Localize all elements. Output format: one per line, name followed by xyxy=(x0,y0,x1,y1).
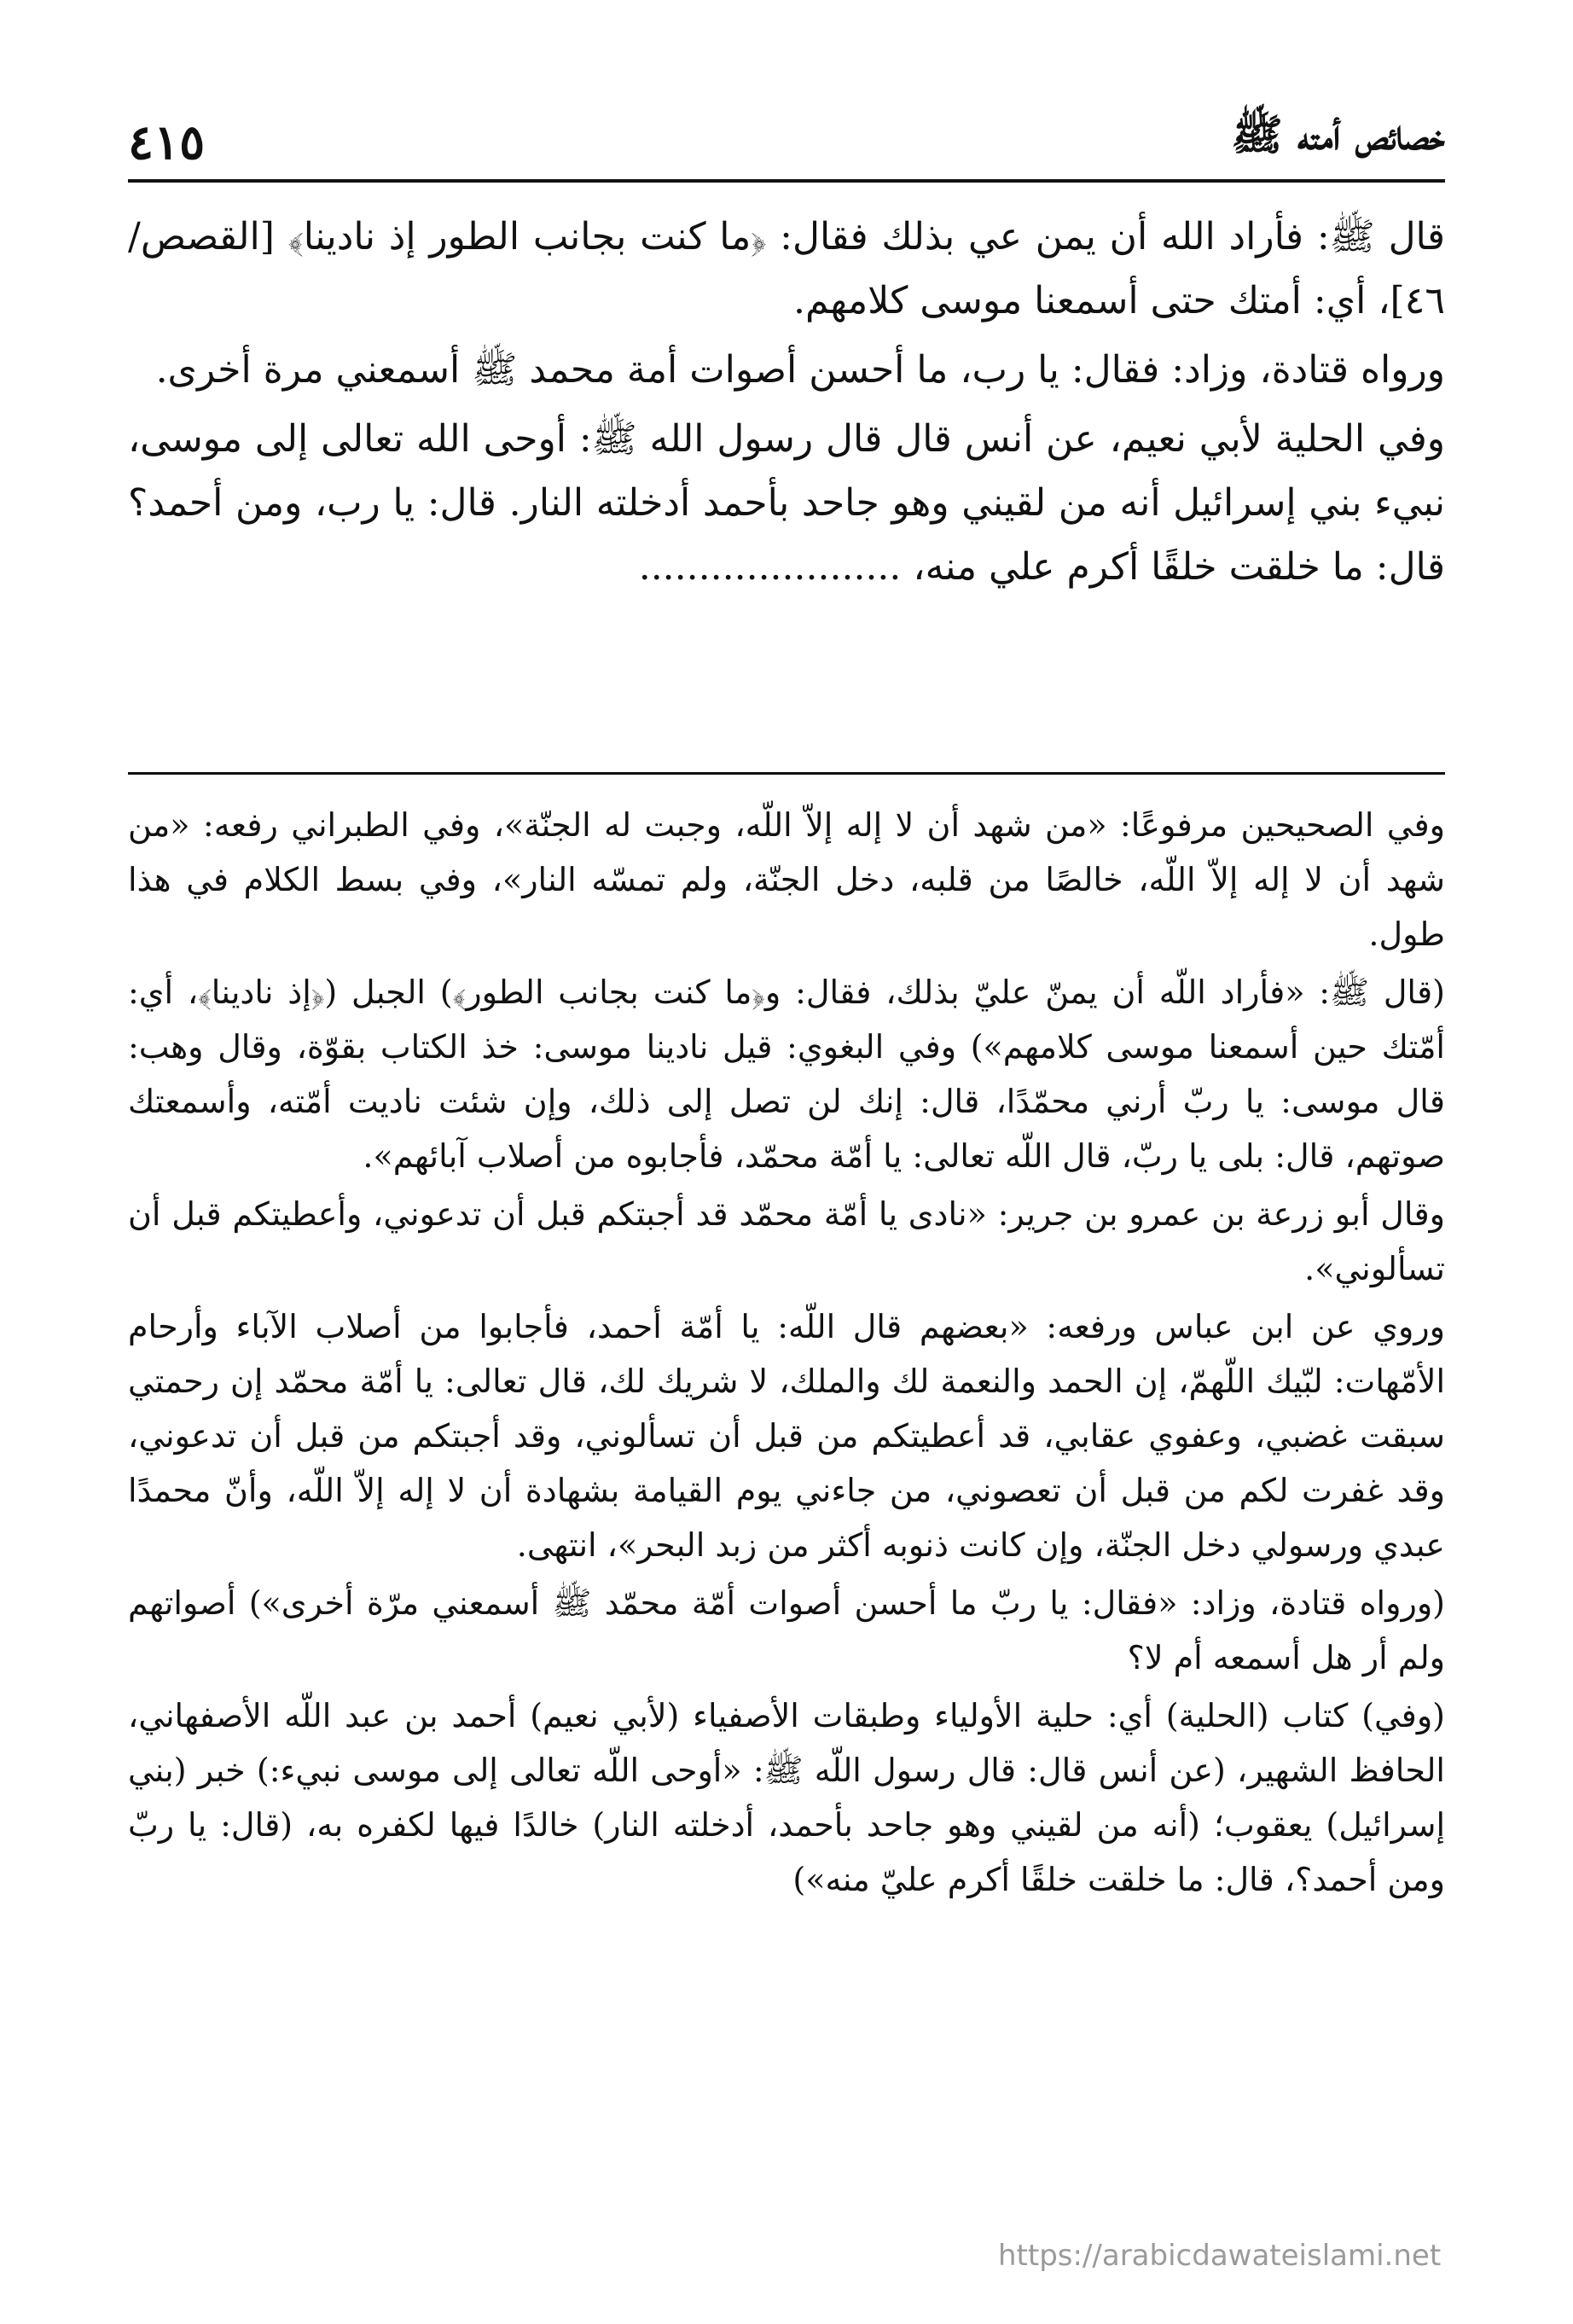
header-rule xyxy=(128,179,1445,183)
sharh-paragraph: وقال أبو زرعة بن عمرو بن جرير: «نادى يا أمّة محمّد قد أجبتكم قبل أن تدعوني، وأعطيتكم قبل أن تسألوني». xyxy=(128,1195,1445,1287)
main-text xyxy=(128,205,1445,604)
matn-paragraph: ورواه قتادة، وزاد: فقال: يا رب، ما أحسن أصوات أمة محمد ﷺ أسمعني مرة أخرى. xyxy=(155,348,1445,392)
running-title: خصائص أمته ﷺ xyxy=(1231,109,1445,160)
page-number: ٤١٥ xyxy=(128,114,206,171)
sharh-paragraph: (وفي) كتاب (الحلية) أي: حلية الأولياء وطبقات الأصفياء (لأبي نعيم) أحمد بن عبد اللّه الأصفهاني، الحافظ الشهير، (عن أنس قال: قال رسول اللّه ﷺ: «أوحى اللّه تعالى إلى موسى نبيء:) خبر (بني إسرائيل) يعقوب؛ (أنه من لقيني وهو جاحد بأحمد، أدخلته النار) خالدًا فيها لكفره به، (قال: يا ربّ ومن أحمد؟، قال: ما خلقت خلقًا أكرم عليّ منه») xyxy=(128,1697,1445,1898)
sharh-paragraph: وروي عن ابن عباس ورفعه: «بعضهم قال اللّه: يا أمّة أحمد، فأجابوا من أصلاب الآباء وأرحام الأمّهات: لبّيك اللّهمّ، إن الحمد والنعمة لك والملك، لا شريك لك، قال تعالى: يا أمّة محمّد إن رحمتي سبقت غضبي، وعفوي عقابي، قد أعطيتكم من قبل أن تسألوني، وقد أجبتكم من قبل أن تدعوني، وقد غفرت لكم من قبل أن تعصوني، من جاءني يوم القيامة بشهادة أن لا إله إلاّ اللّه، وأنّ محمدًا عبدي ورسولي دخل الجنّة، وإن كانت ذنوبه أكثر من زبد البحر»، انتهى. xyxy=(128,1308,1445,1564)
page-header xyxy=(128,94,1445,171)
watermark-url: https://arabicdawateislami.net xyxy=(998,2239,1442,2273)
sharh-paragraph: وفي الصحيحين مرفوعًا: «من شهد أن لا إله إلاّ اللّه، وجبت له الجنّة»، وفي الطبراني رفعه: «من شهد أن لا إله إلاّ اللّه، خالصًا من قلبه، دخل الجنّة، ولم تمسّه النار»، وفي بسط الكلام في هذا طول. xyxy=(128,806,1445,953)
sharh-paragraph: (قال ﷺ: «فأراد اللّه أن يمنّ عليّ بذلك، فقال: و﴿ما كنت بجانب الطور﴾) الجبل (﴿إذ نادينا﴾، أي: أمّتك حين أسمعنا موسى كلامهم») وفي البغوي: قيل نادينا موسى: خذ الكتاب بقوّة، وقال وهب: قال موسى: يا ربّ أرني محمّدًا، قال: إنك لن تصل إلى ذلك، وإن شئت ناديت أمّته، وأسمعتك صوتهم، قال: بلى يا ربّ، قال اللّه تعالى: يا أمّة محمّد، فأجابوه من أصلاب آبائهم». xyxy=(128,973,1445,1175)
sharh-paragraph: (ورواه قتادة، وزاد: «فقال: يا ربّ ما أحسن أصوات أمّة محمّد ﷺ أسمعني مرّة أخرى») أصواتهم ولم أر هل أسمعه أم لا؟ xyxy=(128,1584,1445,1676)
commentary-text xyxy=(128,798,1445,1910)
matn-paragraph: وفي الحلية لأبي نعيم، عن أنس قال قال رسول الله ﷺ: أوحى الله تعالى إلى موسى، نبيء بني إسرائيل أنه من لقيني وهو جاحد بأحمد أدخلته النار. قال: يا رب، ومن أحمد؟ قال: ما خلقت خلقًا أكرم علي منه، ...................... xyxy=(128,417,1445,589)
commentary-divider xyxy=(128,772,1445,775)
matn-paragraph: قال ﷺ: فأراد الله أن يمن عي بذلك فقال: ﴿ما كنت بجانب الطور إذ نادينا﴾ [القصص/٤٦]، أي: أمتك حتى أسمعنا موسى كلامهم. xyxy=(128,215,1445,322)
